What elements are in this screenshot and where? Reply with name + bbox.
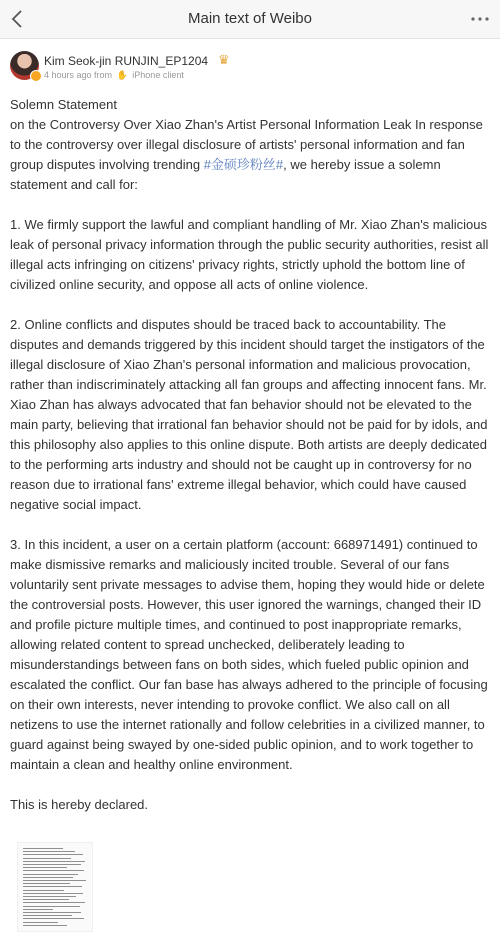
thumbnail-text-line xyxy=(23,912,81,913)
thumbnail-text-line xyxy=(23,854,83,855)
thumbnail-text-line xyxy=(23,861,85,862)
thumbnail-text-line xyxy=(23,902,85,903)
post-client: iPhone client xyxy=(132,70,184,80)
thumbnail-text-line xyxy=(23,906,80,907)
verified-badge-icon xyxy=(30,70,42,82)
point-2: 2. Online conflicts and disputes should be traced back to accountability. The disputes and demands triggered by this incident should target the instigators of the illegal disclosure of Xiao Zhan's personal information and malicious provocation, rather than indiscriminately attacking all fan groups and affecting innocent fans. Mr. Xiao Zhan has always advocated that fan behavior should not be elevated to the main party, believing that irrational fan behavior should not be paid for by idols, and this philosophy also applies to this online dispute. Both artists are deeply dedicated to the performing arts industry and should not be caught up in controversy for no reason due to irrational fans' extreme illegal behavior, which could have caused negative social impact. xyxy=(10,317,488,512)
thumbnail-text-line xyxy=(23,890,64,891)
author-name[interactable]: Kim Seok-jin RUNJIN_EP1204 xyxy=(44,54,209,68)
page-title: Main text of Weibo xyxy=(188,10,312,27)
thumbnail-text-line xyxy=(23,877,73,878)
thumbnail-text-line xyxy=(23,886,82,887)
top-nav-bar xyxy=(0,0,500,39)
thumbnail-text-line xyxy=(23,899,69,900)
thumbnail-text-line xyxy=(23,870,84,871)
point-3: 3. In this incident, a user on a certain platform (account: 668971491) continued to make dismissive remarks and maliciously incited trouble. Several of our fans voluntarily sent private messages to advise them, hoping they would hide or delete the controversial posts. However, this user ignored the warnings, changed their ID and profile picture multiple times, and continued to post inappropriate remarks, allowing related content to spread unchecked, deliberately leading to misunderstandings between fans on both sides, which fueled public opinion and escalated the conflict. Our fan base has always adhered to the principle of focusing on their own interests, never intending to provoke conflict. We also call on all netizens to use the internet rationally and follow celebrities in a civilized manner, to guard against being swayed by one-sided public opinion, and to work together to maintain a clean and healthy online environment. xyxy=(10,537,488,772)
thumbnail-text-line xyxy=(23,915,72,916)
thumbnail-text-line xyxy=(23,896,76,897)
crown-icon: ♛ xyxy=(218,52,230,67)
post-body xyxy=(10,95,490,815)
thumbnail-text-line xyxy=(23,858,71,859)
statement-intro xyxy=(10,115,490,195)
phone-icon: ✋ xyxy=(116,70,128,80)
thumbnail-text-line xyxy=(23,893,83,894)
post-meta xyxy=(44,70,184,81)
post-time: 4 hours ago from xyxy=(44,70,113,80)
thumbnail-text-line xyxy=(23,874,78,875)
thumbnail-text-line xyxy=(23,918,84,919)
point-1: 1. We firmly support the lawful and compliant handling of Mr. Xiao Zhan's malicious leak of personal privacy information through the public security authorities, resist all illegal acts infringing on citizens' privacy rights, strictly uphold the bottom line of civilized online security, and oppose all acts of online violence. xyxy=(10,217,489,292)
thumbnail-text-line xyxy=(23,848,63,849)
thumbnail-text-line xyxy=(23,864,81,865)
thumbnail-text-line xyxy=(23,867,67,868)
intro-text-end: , we hereby issue a solemn statement and call for: xyxy=(10,157,441,192)
author-header xyxy=(10,48,490,82)
intro-text: on the Controversy Over Xiao Zhan's Artist Personal Information Leak In response to the controversy over illegal disclosure of artists' personal information and fan group disputes involving trending xyxy=(10,117,483,172)
thumbnail-text-line xyxy=(23,909,53,910)
thumbnail-text-line xyxy=(23,851,75,852)
hashtag-link[interactable]: #金硕珍粉丝# xyxy=(203,157,284,172)
statement-heading: Solemn Statement xyxy=(10,97,117,112)
attached-image-thumbnail[interactable] xyxy=(17,842,93,932)
thumbnail-text-line xyxy=(23,925,67,926)
ellipsis-icon[interactable] xyxy=(468,9,492,29)
thumbnail-text-line xyxy=(23,880,86,881)
thumbnail-text-line xyxy=(23,883,70,884)
closing-line: This is hereby declared. xyxy=(10,797,149,812)
thumbnail-text-line xyxy=(23,922,58,923)
